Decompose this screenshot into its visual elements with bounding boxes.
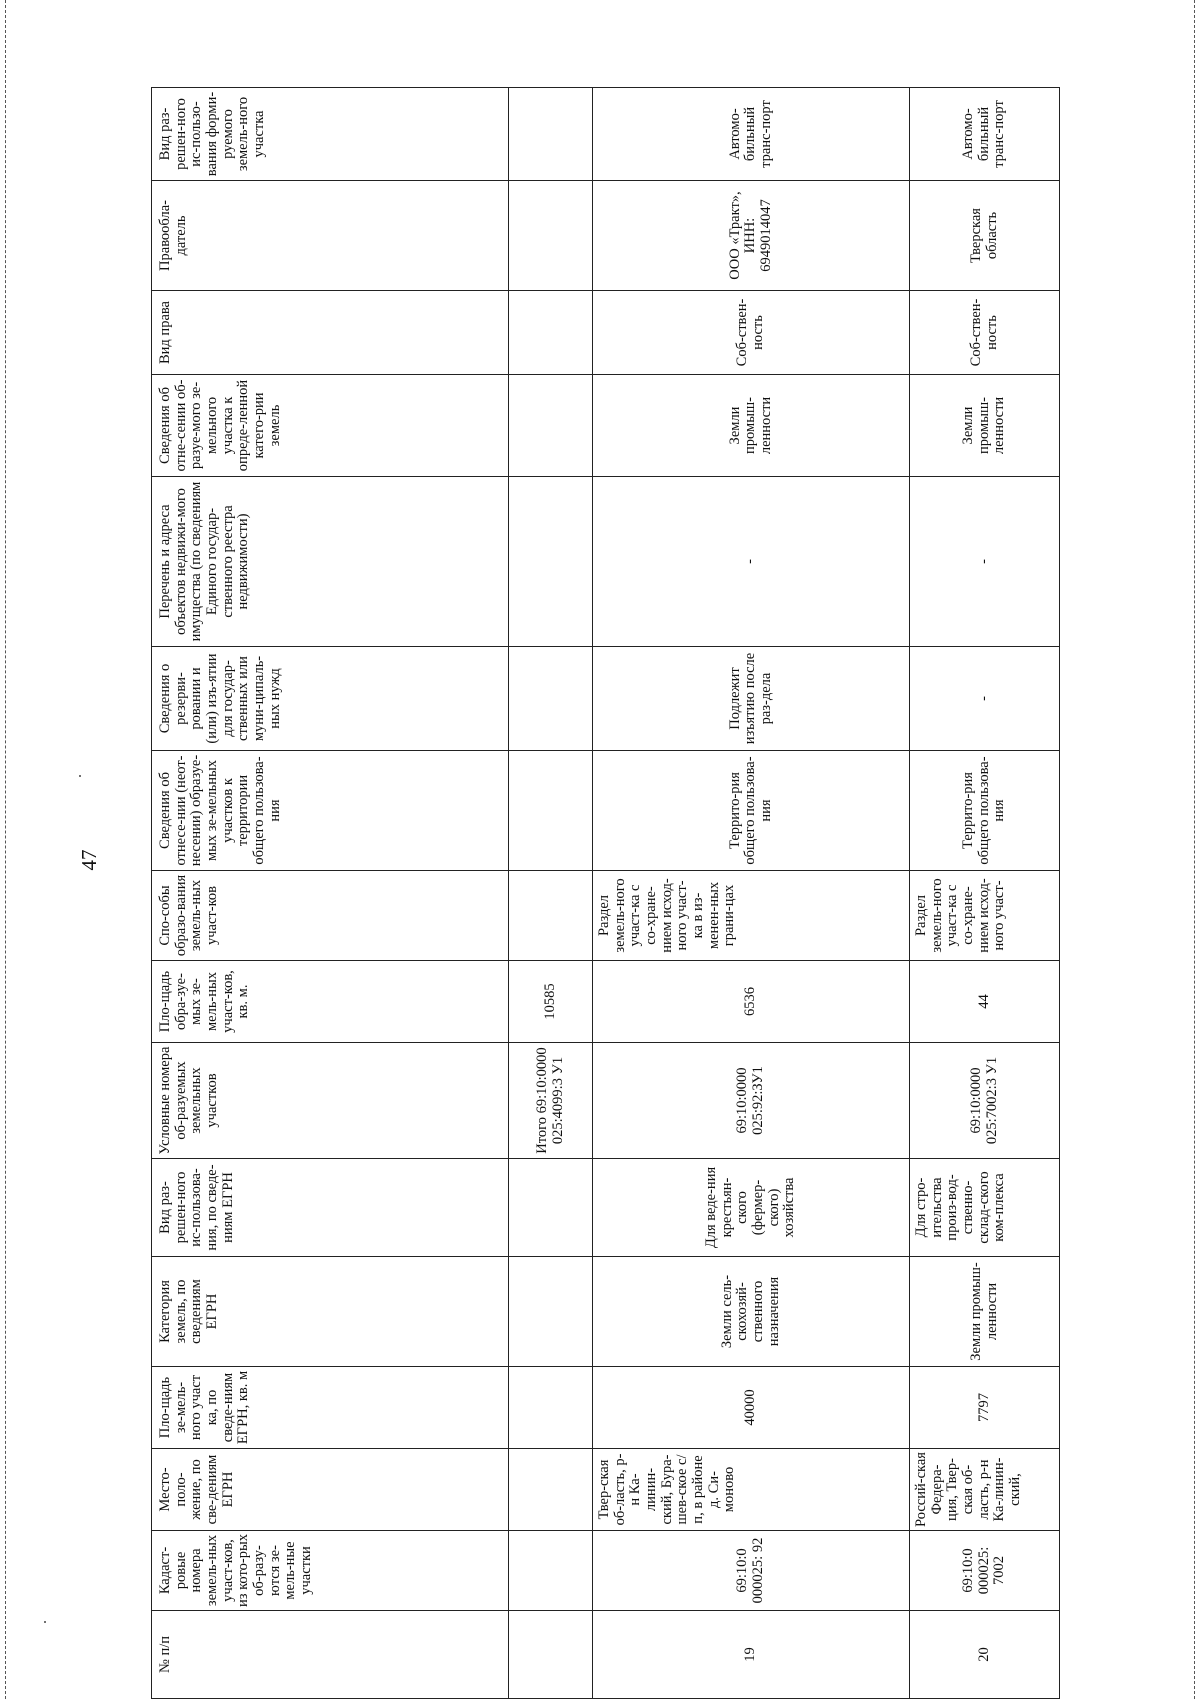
header-cell-new-use: Вид раз-решен-ного ис-пользо-вания форми-руемого земель-ного участка (152, 88, 509, 181)
header-cell-num: № п/п (152, 1611, 509, 1699)
header-cell-public-use: Сведения об отнесе-нии (неот-несении) образуе-мых зе-мельных участков к территории общего пользова-ния (152, 751, 509, 871)
table-cell (509, 1367, 593, 1449)
cell-holder: ООО «Тракт», ИНН: 6949014047 (593, 181, 910, 291)
cell-method: Раздел земель-ного участ-ка с со-хране-нием исход-ного участ- (910, 871, 1060, 961)
header-cell-new-area: Пло-щадь обра-зуе-мых зе-мель-ных участ-ков, кв. м. (152, 961, 509, 1043)
header-cell-use-egrn: Вид раз-решен-ного ис-пользова-ния, по сведе-ниям ЕГРН (152, 1159, 509, 1257)
table-cell (509, 1531, 593, 1611)
scan-speck (44, 1621, 46, 1623)
header-cell-new-number: Условные номера об-разуемых земельных участков (152, 1043, 509, 1159)
header-cell-land-category: Сведения об отне-сении об-разуе-мого зе-мельного участка к опреде-ленной катего-рии земель (152, 375, 509, 477)
cell-cadastral: 69:10:0 000025: 92 (593, 1531, 910, 1611)
table-row (593, 88, 910, 1699)
cell-new-use: Автомо-бильный транс-порт (910, 88, 1060, 181)
cell-land-category: Земли промыш-ленности (910, 375, 1060, 477)
header-row (152, 88, 509, 1699)
cell-new-number: 69:10:0000 025:7002:3 У1 (910, 1043, 1060, 1159)
header-cell-method: Спо-собы образо-вания земель-ных участ-ков (152, 871, 509, 961)
cell-category-egrn: Земли сель-скохозяй-ственного назначения (593, 1257, 910, 1367)
cell-category-egrn: Земли промыш-ленности (910, 1257, 1060, 1367)
header-cell-right-type: Вид права (152, 291, 509, 375)
cell-reservation: - (910, 647, 1060, 751)
header-cell-category-egrn: Категория земель, по сведениям ЕГРН (152, 1257, 509, 1367)
table-cell (509, 1449, 593, 1531)
cell-reservation: Подлежит изъятию после раз-дела (593, 647, 910, 751)
header-cell-cadastral: Кадаст-ровые номера земель-ных участ-ков, из кото-рых об-разу-ются зе-мель-ные участки (152, 1531, 509, 1611)
cell-num: 20 (910, 1611, 1060, 1699)
table-cell (509, 871, 593, 961)
cell-objects: - (593, 477, 910, 647)
land-plots-table-rotated (151, 88, 1059, 1699)
header-cell-reservation: Сведения о резерви-ровании и (или) изъ-ятии для государ-ственных или муни-ципаль-ных нужд (152, 647, 509, 751)
table-cell (509, 291, 593, 375)
cell-use-egrn: Для стро-ительства произ-вод-ственно-склад-ского ком-плекса (910, 1159, 1060, 1257)
table-cell (509, 181, 593, 291)
cell-new-area: 6536 (593, 961, 910, 1043)
header-cell-location: Место-поло-жение, по све-дениям ЕГРН (152, 1449, 509, 1531)
header-cell-holder: Правооблa-датель (152, 181, 509, 291)
table-cell (509, 1159, 593, 1257)
scan-speck (79, 775, 81, 777)
cell-right-type: Соб-ствен-ность (593, 291, 910, 375)
table-cell (509, 647, 593, 751)
cell-area-egrn: 7797 (910, 1367, 1060, 1449)
cell-public-use: Террито-рия общего пользова-ния (593, 751, 910, 871)
header-cell-area-egrn: Пло-щадь зе-мель-ного участ ка, по сведе-ниям ЕГРН, кв. м (152, 1367, 509, 1449)
page-number: 47 (77, 849, 101, 871)
cell-public-use: Террито-рия общего пользова-ния (910, 751, 1060, 871)
total-row (509, 88, 593, 1699)
cell-use-egrn: Для веде-ния крестьян-ского (фермер-ского) хозяйства (593, 1159, 910, 1257)
total-label-cell: Итого 69:10:0000 025:4099:3 У1 (509, 1043, 593, 1159)
cell-method: Раздел земель-ного участ-ка с со-хране-нием исход-ного участ-ка в из-менен-ных грани-цах (593, 871, 910, 961)
table-cell (509, 375, 593, 477)
scan-edge-left (5, 0, 6, 1699)
cell-area-egrn: 40000 (593, 1367, 910, 1449)
cell-land-category: Земли промыш-ленности (593, 375, 910, 477)
cell-right-type: Соб-ствен-ность (910, 291, 1060, 375)
cell-cadastral: 69:10:0 000025: 7002 (910, 1531, 1060, 1611)
cell-location: Россий-ская Федера-ция, Твер-ская об-ласть, р-н Ка-линин-ский, (910, 1449, 1060, 1531)
cell-holder: Тверская область (910, 181, 1060, 291)
table-cell (509, 477, 593, 647)
total-area-cell: 10585 (509, 961, 593, 1043)
cell-new-number: 69:10:0000 025:92:ЗУ1 (593, 1043, 910, 1159)
table-cell (509, 1611, 593, 1699)
cell-objects: - (910, 477, 1060, 647)
table-cell (509, 1257, 593, 1367)
scan-edge-right (1194, 0, 1195, 1699)
cell-location: Твер-ская об-ласть, р-н Ка-линин-ский, Бура-шев-ское с/п, в районе д. Си-моново (593, 1449, 910, 1531)
table-cell (509, 88, 593, 181)
cell-num: 19 (593, 1611, 910, 1699)
cell-new-use: Автомо-бильный транс-порт (593, 88, 910, 181)
table-cell (509, 751, 593, 871)
land-plots-table (151, 87, 1060, 1699)
cell-new-area: 44 (910, 961, 1060, 1043)
header-cell-objects: Перечень и адреса объектов недвижи-мого имущества (по сведениям Единого государ-ственного реестра недвижимости) (152, 477, 509, 647)
table-row (910, 88, 1060, 1699)
